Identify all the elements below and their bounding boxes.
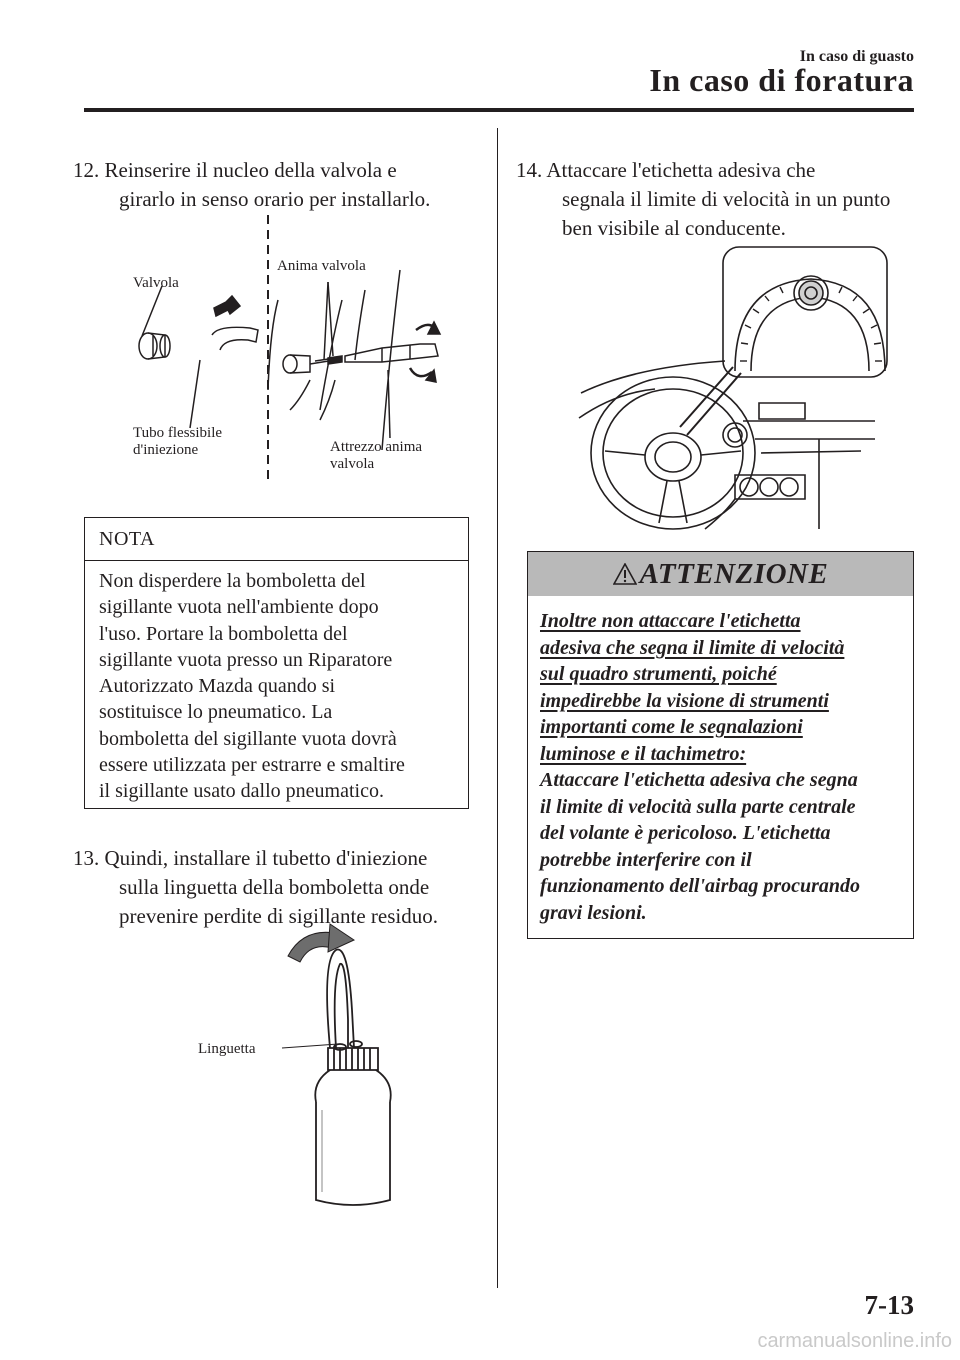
note-line: sostituisce lo pneumatico. La [99,701,333,724]
warning-icon [613,563,637,585]
warning-header [528,552,913,596]
warning-line: del volante è pericoloso. L'etichetta [540,822,831,844]
header-rule [84,108,914,112]
warning-line-underlined: Inoltre non attaccare l'etichetta [540,610,801,632]
note-title: NOTA [99,528,155,550]
warning-box [527,551,914,939]
page-number: 7-13 [864,1290,914,1320]
label-tool-line2: valvola [330,456,375,472]
label-tool-line1: Attrezzo anima [330,439,423,455]
section-title: In caso di guasto [799,48,914,65]
label-valve: Valvola [133,275,179,291]
label-tab: Linguetta [198,1041,256,1057]
warning-line: Attaccare l'etichetta adesiva che segna [540,769,858,791]
step-number: 14. [516,158,543,182]
note-line: sigillante vuota presso un Riparatore [99,648,393,671]
step-text-line2: girarlo in senso orario per installarlo. [119,187,431,211]
warning-line-underlined: importanti come le segnalazioni [540,716,803,738]
warning-line-underlined: sul quadro strumenti, poiché [540,663,777,685]
warning-line-underlined: impedirebbe la visione di strumenti [540,689,829,712]
warning-title: ATTENZIONE [639,558,829,590]
label-hose-line2: d'iniezione [133,442,199,458]
note-line: il sigillante usato dallo pneumatico. [99,780,384,803]
step-text-line3: ben visibile al conducente. [562,216,786,240]
step-12 [73,156,493,214]
warning-line: il limite di velocità sulla parte centrale [540,795,856,818]
step-text-line2: sulla linguetta della bomboletta onde [119,875,430,899]
warning-line: gravi lesioni. [540,901,647,924]
warning-line-underlined: adesiva che segna il limite di velocità [540,636,845,659]
label-hose-line1: Tubo flessibile [133,425,223,441]
step-13 [73,844,493,931]
note-box [84,517,469,809]
warning-line-underlined: luminose e il tachimetro: [540,742,747,765]
column-divider [497,128,498,1288]
note-line: Non disperdere la bomboletta del [99,570,366,592]
step-text-line1: Reinserire il nucleo della valvola e [104,158,397,182]
note-line: l'uso. Portare la bomboletta del [99,622,348,645]
warning-body [540,608,904,926]
step-text-line1: Attaccare l'etichetta adesiva che [546,158,816,182]
step-14 [516,156,936,243]
watermark: carmanualsonline.info [757,1330,952,1352]
step-text-line1: Quindi, installare il tubetto d'iniezione [104,846,428,870]
step-number: 12. [73,158,100,182]
step-text-line2: segnala il limite di velocità in un punto [562,187,891,211]
step-number: 13. [73,846,100,870]
label-valve-core: Anima valvola [277,258,366,274]
sealant-bottle-illustration [270,920,420,1210]
note-line: bomboletta del sigillante vuota dovrà [99,727,397,750]
chapter-title: In caso di foratura [649,62,914,98]
note-body [99,568,459,805]
dashboard-illustration [575,243,895,533]
step-text-line3: prevenire perdite di sigillante residuo. [119,904,438,928]
note-line: Autorizzato Mazda quando si [99,675,336,698]
warning-line: funzionamento dell'airbag procurando [540,875,861,897]
note-header [85,518,468,561]
note-line: sigillante vuota nell'ambiente dopo [99,596,379,619]
warning-line: potrebbe interferire con il [540,848,752,871]
note-line: essere utilizzata per estrarre e smaltire [99,754,405,777]
